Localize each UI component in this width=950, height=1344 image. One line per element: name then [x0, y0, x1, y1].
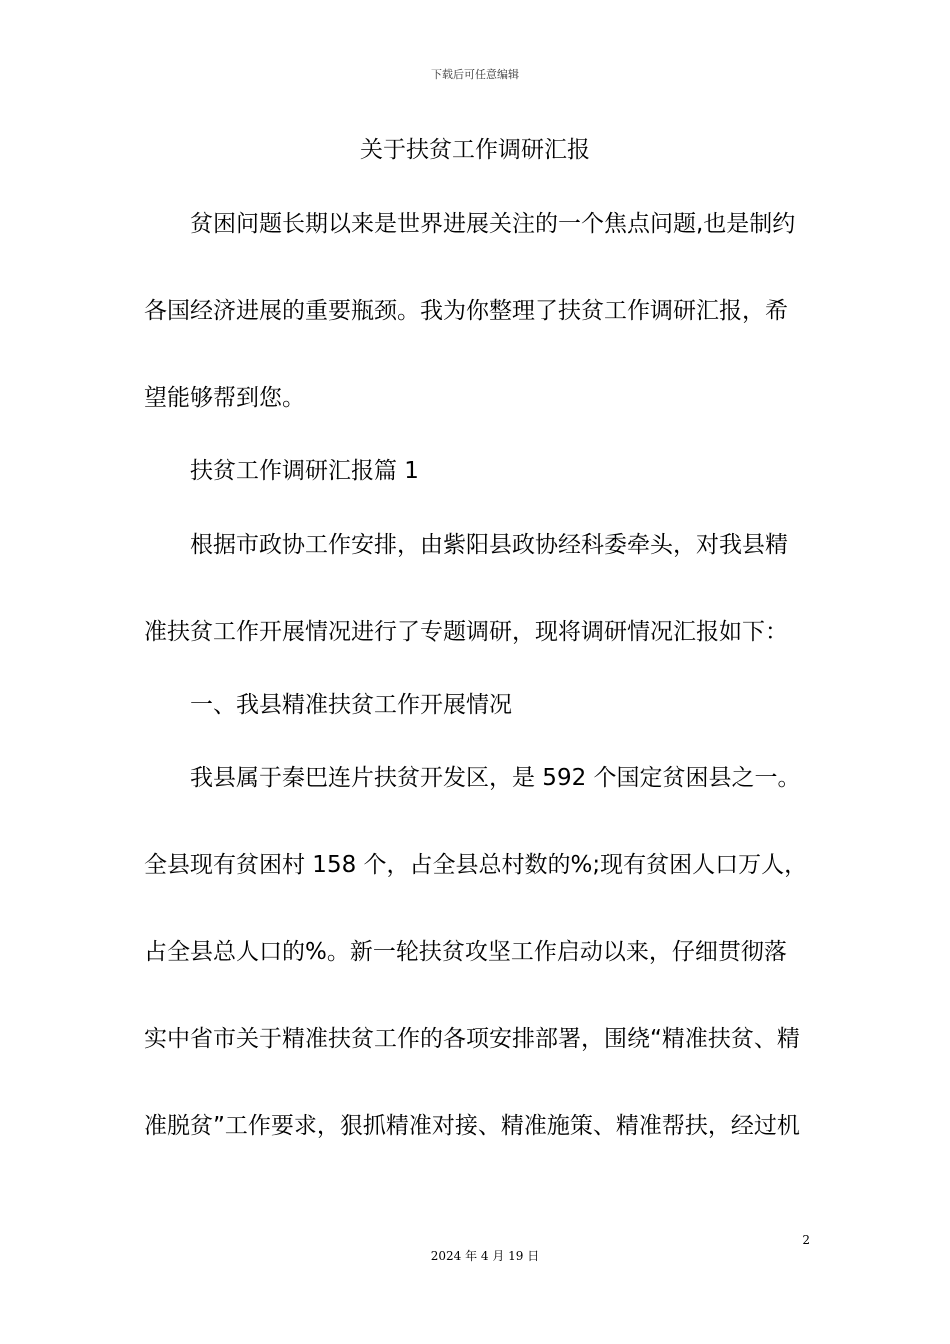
paragraph-line: 实中省市关于精准扶贫工作的各项安排部署，围绕“精准扶贫、精 [144, 1026, 800, 1052]
paragraph-line: 准脱贫”工作要求，狠抓精准对接、精准施策、精准帮扶，经过机 [144, 1113, 800, 1139]
paragraph-line: 全县现有贫困村 158 个，占全县总村数的%;现有贫困人口万人， [144, 852, 808, 878]
paragraph-line: 占全县总人口的%。新一轮扶贫攻坚工作启动以来，仔细贯彻落 [144, 939, 787, 965]
section-heading: 一、我县精准扶贫工作开展情况 [190, 692, 512, 718]
document-title: 关于扶贫工作调研汇报 [360, 137, 590, 163]
paragraph-line: 根据市政协工作安排，由紫阳县政协经科委牵头，对我县精 [190, 532, 788, 558]
paragraph-line: 贫困问题长期以来是世界进展关注的一个焦点问题,也是制约 [190, 211, 796, 237]
paragraph-line: 准扶贫工作开展情况进行了专题调研，现将调研情况汇报如下： [144, 619, 788, 645]
page-number: 2 [802, 1233, 810, 1247]
footer-date: 2024 年 4 月 19 日 [430, 1249, 540, 1263]
paragraph-line: 我县属于秦巴连片扶贫开发区，是 592 个国定贫困县之一。 [190, 765, 801, 791]
header-note: 下载后可任意编辑 [431, 68, 519, 81]
paragraph-line: 各国经济进展的重要瓶颈。我为你整理了扶贫工作调研汇报，希 [144, 298, 788, 324]
section-heading: 扶贫工作调研汇报篇 1 [190, 458, 419, 484]
paragraph-line: 望能够帮到您。 [144, 385, 305, 411]
